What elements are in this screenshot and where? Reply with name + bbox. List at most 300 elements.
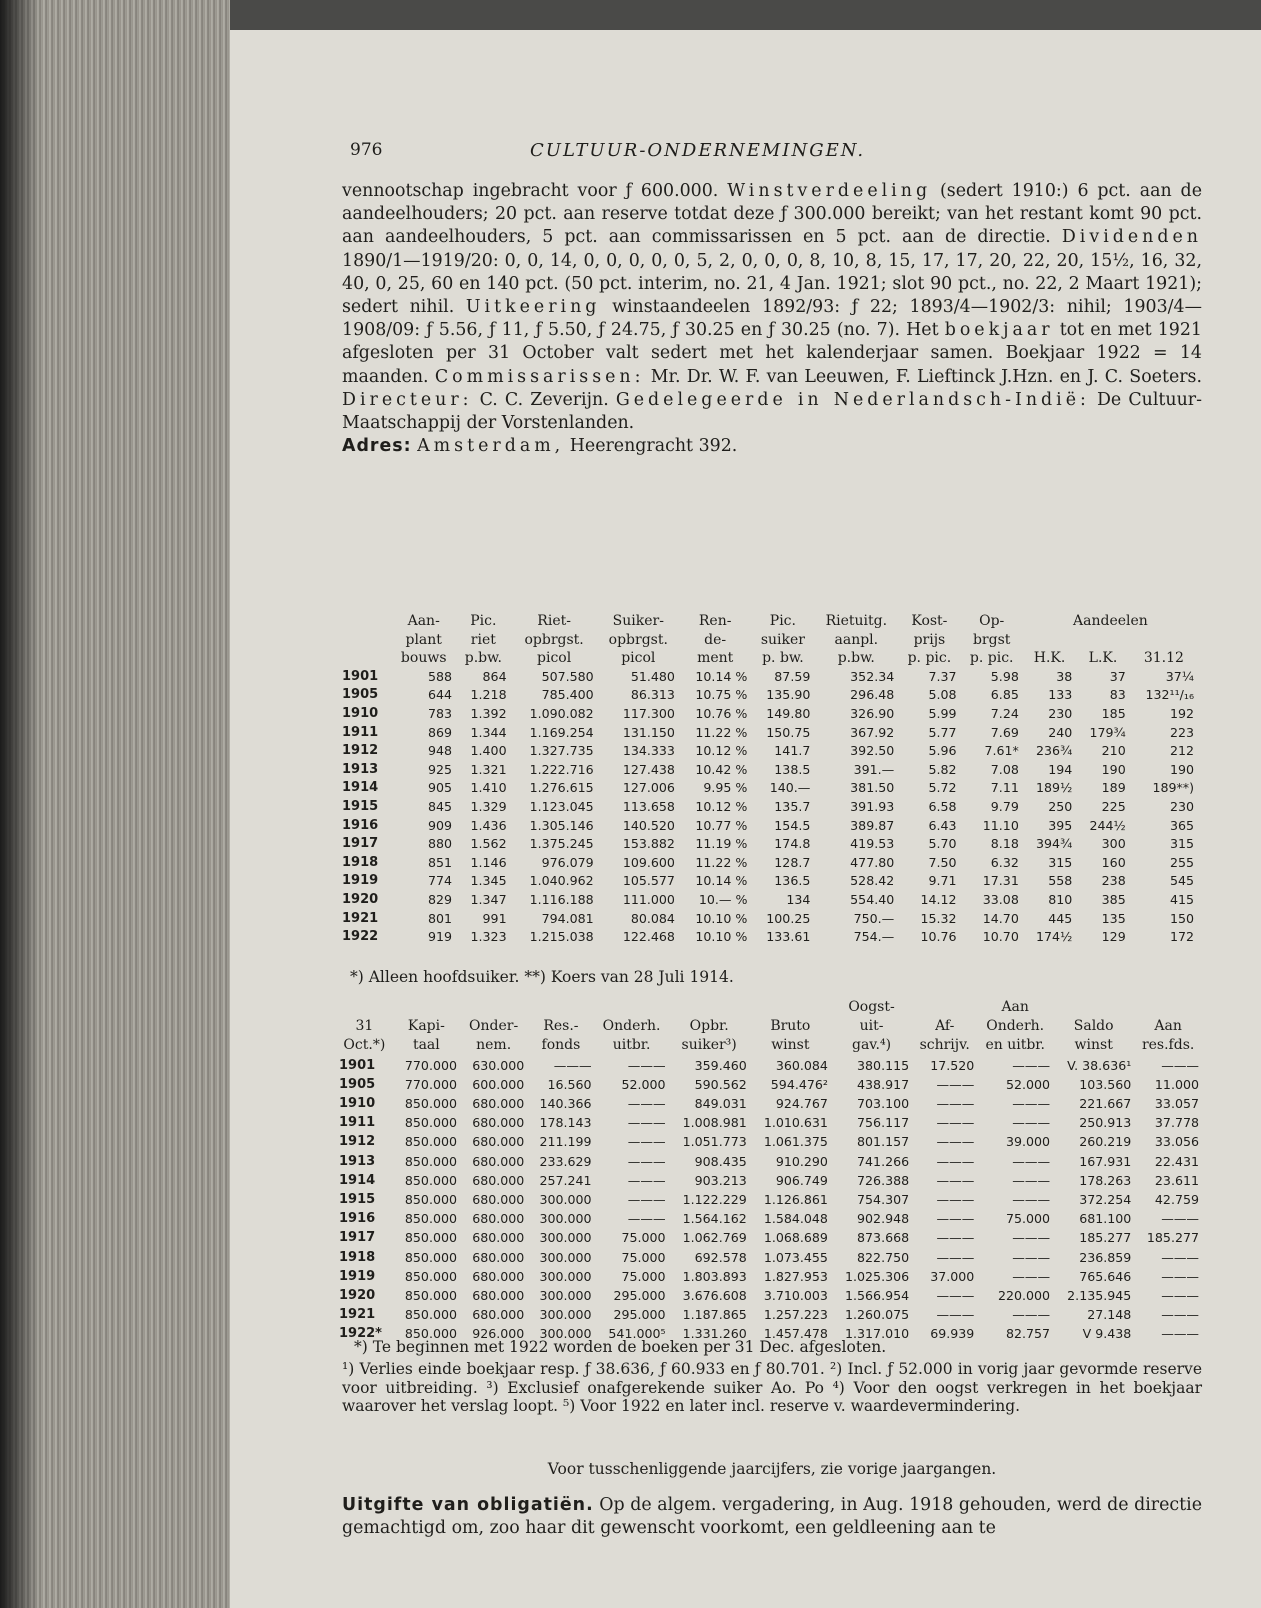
table-cell: 1.122.229 — [682, 1192, 747, 1208]
table-cell: 680.000 — [472, 1115, 525, 1131]
table-cell: 381.50 — [850, 780, 895, 796]
table-cell: V. 38.636¹ — [1067, 1057, 1132, 1073]
table-cell: ——— — [936, 1230, 975, 1246]
table-cell: 850.000 — [404, 1153, 457, 1169]
table-cell: 1.040.962 — [529, 873, 594, 889]
row-year: 1922* — [339, 1326, 382, 1342]
table-cell: 680.000 — [472, 1096, 525, 1112]
table-cell: 352.34 — [850, 668, 895, 684]
running-title: CULTUUR-ONDERNEMINGEN. — [530, 140, 866, 161]
table-cell: 919 — [428, 929, 453, 945]
table-header-row: bouws p.bw. picol picol ment p. bw. p.bw. p. pic. p. pic. H.K. L.K. 31.12 — [400, 650, 1184, 667]
table-cell: 244½ — [1089, 817, 1126, 833]
table-cell: 153.882 — [622, 836, 675, 852]
table-cell: 600.000 — [472, 1076, 525, 1092]
table-cell: 185.277 — [1079, 1230, 1132, 1246]
table-cell: 908.435 — [694, 1153, 747, 1169]
row-year: 1922 — [342, 929, 379, 945]
table-cell: 864 — [482, 668, 507, 684]
table-cell: 255 — [1169, 854, 1194, 870]
table-cell: 1.803.893 — [682, 1268, 747, 1284]
table-cell: 372.254 — [1079, 1192, 1132, 1208]
table-cell: 903.213 — [694, 1172, 747, 1188]
table-cell: 10.— % — [698, 891, 748, 907]
table-cell: 10.12 % — [695, 798, 748, 814]
table-cell: 75.000 — [621, 1230, 666, 1246]
table-cell: 869 — [428, 724, 453, 740]
row-year: 1921 — [339, 1307, 376, 1323]
table-cell: 10.42 % — [695, 761, 748, 777]
table-row — [338, 742, 1198, 761]
table-cell: 5.99 — [928, 705, 957, 721]
financial-table-body — [336, 1056, 1202, 1344]
table-cell: 174½ — [1036, 929, 1073, 945]
table-row — [338, 686, 1198, 705]
table-cell: 845 — [428, 798, 453, 814]
table-cell: 680.000 — [472, 1211, 525, 1227]
table-cell: 948 — [428, 743, 453, 759]
table-cell: 558 — [1048, 873, 1073, 889]
table-cell: 1.305.146 — [529, 817, 594, 833]
table-cell: 7.11 — [990, 780, 1019, 796]
table-row — [338, 891, 1198, 910]
table-cell: ——— — [1161, 1326, 1199, 1342]
table-cell: 10.76 % — [695, 705, 748, 721]
table-cell: 11.10 — [982, 817, 1019, 833]
table-cell: 10.10 % — [695, 910, 748, 926]
table-cell: ——— — [1161, 1307, 1199, 1323]
table-cell: 1.827.953 — [763, 1268, 828, 1284]
table-cell: 774 — [428, 873, 453, 889]
table-cell: ——— — [936, 1307, 975, 1323]
table-cell: 190 — [1101, 761, 1126, 777]
table-cell: 680.000 — [472, 1192, 525, 1208]
table-cell: 850.000 — [404, 1230, 457, 1246]
table-row — [336, 1267, 1202, 1286]
table-row — [338, 724, 1198, 743]
table-row — [336, 1094, 1202, 1113]
table-cell: 1.392 — [470, 705, 507, 721]
table-cell: 785.400 — [541, 687, 594, 703]
table-cell: 750.— — [853, 910, 895, 926]
table-cell: 1.323 — [470, 929, 507, 945]
adres-city: Amsterdam, — [417, 436, 565, 457]
table-cell: 3.676.608 — [682, 1288, 747, 1304]
production-table — [338, 612, 1198, 947]
table-cell: 594.476² — [770, 1076, 828, 1092]
table-cell: 51.480 — [630, 668, 675, 684]
table-cell: 189½ — [1036, 780, 1073, 796]
table-cell: 133 — [1048, 687, 1073, 703]
table-cell: ——— — [936, 1134, 975, 1150]
table-cell: 37.778 — [1154, 1115, 1199, 1131]
table-cell: ——— — [1161, 1249, 1199, 1265]
table-cell: V 9.438 — [1082, 1326, 1132, 1342]
table-cell: ——— — [1012, 1057, 1051, 1073]
table-cell: 295.000 — [613, 1307, 666, 1323]
table-cell: 42.759 — [1154, 1192, 1199, 1208]
table-cell: 300.000 — [539, 1268, 592, 1284]
table-cell: 16.560 — [547, 1076, 592, 1092]
table-cell: 105.577 — [622, 873, 675, 889]
table-cell: 189 — [1101, 780, 1126, 796]
table-cell: 300.000 — [539, 1192, 592, 1208]
table-cell: 111.000 — [622, 891, 675, 907]
table-cell: ——— — [1161, 1288, 1199, 1304]
body-paragraph: vennootschap ingebracht voor ƒ 600.000. Winstverdeeling (sedert 1910:) 6 pct. aan de aandeelhouders; 20 pct. aan reserve totdat deze ƒ 300.000 bereikt; van het restant komt 90 pct. aan aandeelhouders, 5 pct. aan commissarissen en 5 pct. aan de directie. Dividenden 1890/1—1919/20: 0, 0, 14, 0, 0, 0, 0, 0, 5, 2, 0, 0, 0, 8, 10, 8, 15, 17, 17, 20, 22, 20, 15½, 16, 32, 40, 0, 25, 60 en 140 pct. (50 pct. interim, no. 21, 4 Jan. 1921; slot 90 pct., no. 22, 2 Maart 1921); sedert nihil. Uitkeering winstaandeelen 1892/93: ƒ 22; 1893/4—1902/3: nihil; 1903/4—1908/09: ƒ 5.56, ƒ 11, ƒ 5.50, ƒ 24.75, ƒ 30.25 en ƒ 30.25 (no. 7). Het boekjaar tot en met 1921 afgesloten per 31 October valt sedert met het kalenderjaar samen. Boekjaar 1922 = 14 maanden. Commissarissen: Mr. Dr. W. F. van Leeuwen, F. Lieftinck J.Hzn. en J. C. Soeters. Directeur: C. C. Zeverijn. Gedelegeerde in Nederlandsch-Indië: De Cultuur-Maatschappij der Vorstenlanden. Adres: Amsterdam, Heerengracht 392. — [342, 181, 1203, 457]
book-page — [230, 30, 1261, 1608]
table-cell: 326.90 — [850, 705, 895, 721]
table-cell: 178.263 — [1079, 1172, 1132, 1188]
term-dividenden: Dividenden — [1061, 227, 1202, 248]
intermediate-years-note: Voor tusschenliggende jaarcijfers, zie vorige jaargangen. — [547, 1460, 997, 1478]
table-cell: 86.313 — [630, 687, 675, 703]
table-cell: 850.000 — [404, 1134, 457, 1150]
table-cell: 1.344 — [470, 724, 507, 740]
adres-street: Heerengracht 392. — [569, 436, 738, 457]
table-cell: ——— — [1161, 1057, 1199, 1073]
table-cell: 300.000 — [539, 1326, 592, 1342]
table-cell: 783 — [428, 705, 453, 721]
table-cell: 1.187.865 — [682, 1307, 747, 1323]
table-cell: 1.123.045 — [529, 798, 594, 814]
table-cell: 7.69 — [990, 724, 1019, 740]
row-year: 1915 — [339, 1192, 376, 1208]
table-cell: 136.5 — [774, 873, 811, 889]
table-cell: 545 — [1169, 873, 1194, 889]
table-row — [338, 817, 1198, 836]
table-cell: 192 — [1169, 705, 1194, 721]
table-cell: 385 — [1101, 891, 1126, 907]
table-cell: 33.056 — [1154, 1134, 1199, 1150]
table-cell: 212 — [1169, 743, 1194, 759]
table-cell: ——— — [627, 1096, 666, 1112]
table-cell: 39.000 — [1006, 1134, 1051, 1150]
table-cell: 75.000 — [621, 1249, 666, 1265]
table-cell: 179¾ — [1089, 724, 1126, 740]
table-cell: 8.18 — [990, 836, 1019, 852]
table-cell: 133.61 — [766, 929, 811, 945]
table-cell: 10.14 % — [695, 668, 748, 684]
table-cell: ——— — [1012, 1192, 1051, 1208]
table-cell: 1.457.478 — [763, 1326, 828, 1342]
table-cell: 103.560 — [1079, 1076, 1132, 1092]
table-cell: 810 — [1048, 891, 1073, 907]
table-cell: 902.948 — [857, 1211, 910, 1227]
table-cell: 680.000 — [472, 1172, 525, 1188]
table-cell: 1.126.861 — [763, 1192, 828, 1208]
table-cell: 135.7 — [774, 798, 811, 814]
table-cell: 926.000 — [472, 1326, 525, 1342]
term-uitkeering: Uitkeering — [465, 297, 601, 318]
row-year: 1905 — [339, 1076, 376, 1092]
table-cell: 6.58 — [928, 798, 957, 814]
table-cell: 1.317.010 — [845, 1326, 910, 1342]
production-table-body — [338, 668, 1198, 947]
table-header-row: Oogst- Aan — [848, 999, 1029, 1015]
table-cell: 109.600 — [622, 854, 675, 870]
table-cell: ——— — [627, 1172, 666, 1188]
table-cell: 300.000 — [539, 1211, 592, 1227]
table-cell: 27.148 — [1087, 1307, 1132, 1323]
table-cell: 233.629 — [539, 1153, 592, 1169]
table-cell: 11.22 % — [695, 854, 748, 870]
table-cell: 703.100 — [857, 1096, 910, 1112]
table-cell: 172 — [1169, 929, 1194, 945]
table-cell: 925 — [428, 761, 453, 777]
row-year: 1915 — [342, 798, 379, 814]
table2-footnote: *) Te beginnen met 1922 worden de boeken per 31 Dec. afgesloten. — [354, 1338, 887, 1356]
table-cell: 132¹¹/₁₆ — [1145, 687, 1194, 703]
table-cell: ——— — [936, 1115, 975, 1131]
table-cell: 240 — [1048, 724, 1073, 740]
table-cell: 680.000 — [472, 1268, 525, 1284]
row-year: 1919 — [342, 873, 379, 889]
table-cell: 127.006 — [622, 780, 675, 796]
table-cell: 141.7 — [774, 743, 811, 759]
row-year: 1910 — [342, 705, 379, 721]
table-cell: 140.366 — [539, 1096, 592, 1112]
table-cell: 1.061.375 — [763, 1134, 828, 1150]
table-cell: 10.77 % — [695, 817, 748, 833]
table-cell: 850.000 — [404, 1307, 457, 1323]
table-cell: ——— — [1012, 1230, 1051, 1246]
table-cell: 1.400 — [470, 743, 507, 759]
table-cell: 445 — [1048, 910, 1073, 926]
table-cell: ——— — [936, 1076, 975, 1092]
table-cell: 10.10 % — [695, 929, 748, 945]
table-cell: 359.460 — [694, 1057, 747, 1073]
table-cell: ——— — [936, 1249, 975, 1265]
table-cell: 360.084 — [775, 1057, 828, 1073]
table-cell: 850.000 — [404, 1326, 457, 1342]
table-cell: 906.749 — [775, 1172, 828, 1188]
table-cell: 590.562 — [694, 1076, 747, 1092]
table-cell: 850.000 — [404, 1192, 457, 1208]
table-cell: 6.43 — [928, 817, 957, 833]
table-cell: 1.584.048 — [763, 1211, 828, 1227]
table-cell: 477.80 — [850, 854, 895, 870]
table-cell: 850.000 — [404, 1268, 457, 1284]
table-cell: 185.277 — [1146, 1230, 1199, 1246]
table-cell: 1.566.954 — [845, 1288, 910, 1304]
table-cell: 1.276.615 — [529, 780, 594, 796]
table-cell: 680.000 — [472, 1134, 525, 1150]
table-cell: 52.000 — [621, 1076, 666, 1092]
table-row — [338, 798, 1198, 817]
table-cell: 250 — [1048, 798, 1073, 814]
page-header — [350, 134, 1170, 170]
table-cell: 131.150 — [622, 724, 675, 740]
table-cell: 250.913 — [1079, 1115, 1132, 1131]
table-cell: 150.75 — [766, 724, 811, 740]
table-cell: 220.000 — [997, 1288, 1051, 1304]
table-cell: 1.436 — [470, 817, 507, 833]
table-header-row: Oct.*) taal nem. fonds uitbr. suiker³) winst gav.⁴) schrijv. en uitbr. winst res.fds. — [343, 1037, 1195, 1054]
table-cell: 52.000 — [1006, 1076, 1051, 1092]
table-cell: ——— — [1161, 1268, 1199, 1284]
row-year: 1901 — [339, 1057, 376, 1073]
table-cell: 541.000⁵ — [608, 1326, 666, 1342]
table-cell: ——— — [1012, 1115, 1051, 1131]
table-cell: ——— — [627, 1192, 666, 1208]
table-cell: 134.333 — [622, 743, 675, 759]
table-cell: 392.50 — [850, 743, 895, 759]
table-cell: 680.000 — [472, 1153, 525, 1169]
table-cell: 140.520 — [622, 817, 675, 833]
table-cell: 850.000 — [404, 1211, 457, 1227]
bond-issue-paragraph — [342, 1494, 1202, 1540]
row-year: 1916 — [339, 1211, 376, 1227]
table-cell: 11.22 % — [695, 724, 748, 740]
table-cell: 1.008.981 — [682, 1115, 747, 1131]
row-year: 1911 — [342, 724, 379, 740]
table-cell: 1.345 — [470, 873, 507, 889]
table-cell: 134 — [786, 891, 811, 907]
term-gedelegeerde: Gedelegeerde in Nederlandsch-Indië: — [615, 389, 1090, 410]
financial-table — [336, 998, 1202, 1344]
table-cell: 138.5 — [774, 761, 811, 777]
table-cell: 22.431 — [1154, 1153, 1199, 1169]
table-cell: 194 — [1048, 761, 1073, 777]
table-cell: 300.000 — [539, 1288, 592, 1304]
table-cell: 5.82 — [928, 761, 957, 777]
table-cell: 880 — [428, 836, 453, 852]
table-cell: 315 — [1048, 854, 1073, 870]
row-year: 1910 — [339, 1096, 376, 1112]
table-cell: ——— — [1161, 1211, 1199, 1227]
table-cell: 822.750 — [857, 1249, 910, 1265]
table-cell: 211.199 — [539, 1134, 592, 1150]
table-cell: 5.72 — [928, 780, 957, 796]
table-cell: 10.75 % — [695, 687, 748, 703]
table-cell: 300.000 — [539, 1230, 592, 1246]
table-cell: 223 — [1169, 724, 1194, 740]
table-cell: 741.266 — [857, 1153, 910, 1169]
row-year: 1918 — [339, 1249, 376, 1265]
table-cell: 391.— — [853, 761, 895, 777]
table-row — [338, 835, 1198, 854]
table-cell: 167.931 — [1079, 1153, 1132, 1169]
table-cell: 1.218 — [470, 687, 507, 703]
table-cell: 185 — [1101, 705, 1126, 721]
table-cell: 295.000 — [613, 1288, 666, 1304]
table-cell: 528.42 — [850, 873, 895, 889]
table-cell: 1.062.769 — [682, 1230, 747, 1246]
table-cell: 851 — [428, 854, 453, 870]
term-winstverdeeling: Winstverdeeling — [727, 181, 932, 201]
table-cell: 210 — [1101, 743, 1126, 759]
row-year: 1920 — [342, 891, 379, 907]
table-cell: 6.85 — [990, 687, 1019, 703]
table-cell: 190 — [1169, 761, 1194, 777]
table-cell: 924.767 — [775, 1096, 828, 1112]
table-cell: 1.068.689 — [763, 1230, 828, 1246]
table-cell: 365 — [1169, 817, 1194, 833]
table-cell: 507.580 — [541, 668, 594, 684]
table-cell: 419.53 — [850, 836, 895, 852]
table-row — [336, 1248, 1202, 1267]
table-row — [336, 1171, 1202, 1190]
table-cell: 7.37 — [928, 668, 957, 684]
row-year: 1912 — [339, 1134, 376, 1150]
table-row — [336, 1132, 1202, 1151]
table-cell: 394¾ — [1036, 836, 1073, 852]
table-cell: 15.32 — [920, 910, 957, 926]
table-cell: 1.564.162 — [682, 1211, 747, 1227]
table-cell: 128.7 — [774, 854, 811, 870]
row-year: 1914 — [342, 780, 379, 796]
table-header-row: Aan- Pic. Riet- Suiker- Ren- Pic. Rietuitg. Kost- Op- Aandeelen — [407, 613, 1148, 629]
table-cell: 14.70 — [982, 910, 1019, 926]
table-cell: 1.215.038 — [529, 929, 594, 945]
table-cell: 726.388 — [857, 1172, 910, 1188]
table-cell: ——— — [1012, 1153, 1051, 1169]
table-cell: 87.59 — [774, 668, 811, 684]
table1-footnote: *) Alleen hoofdsuiker. **) Koers van 28 Juli 1914. — [350, 968, 734, 986]
row-year: 1914 — [339, 1172, 376, 1188]
table-cell: 770.000 — [404, 1057, 457, 1073]
table-row — [336, 1286, 1202, 1305]
table-cell: ——— — [1012, 1307, 1051, 1323]
table-cell: 260.219 — [1079, 1134, 1132, 1150]
table-cell: 75.000 — [1006, 1211, 1051, 1227]
table-cell: 380.115 — [857, 1057, 910, 1073]
table-cell: 225 — [1101, 798, 1126, 814]
table-row — [338, 928, 1198, 947]
row-year: 1919 — [339, 1268, 376, 1284]
table-cell: 10.76 — [920, 929, 957, 945]
table-row — [338, 761, 1198, 780]
table-cell: 33.08 — [982, 891, 1019, 907]
bond-issue-label: Uitgifte van obligatiën. — [342, 1495, 594, 1515]
table-cell: 1.331.260 — [682, 1326, 747, 1342]
row-year: 1917 — [339, 1230, 376, 1246]
table-cell: 395 — [1048, 817, 1073, 833]
row-year: 1905 — [342, 687, 379, 703]
table-cell: 33.057 — [1154, 1096, 1199, 1112]
table-cell: 850.000 — [404, 1249, 457, 1265]
table-cell: 160 — [1101, 854, 1126, 870]
table-cell: ——— — [936, 1153, 975, 1169]
table-cell: 23.611 — [1154, 1172, 1199, 1188]
table-cell: 850.000 — [404, 1288, 457, 1304]
adres-label: Adres: — [342, 436, 412, 457]
table-cell: 1.562 — [470, 836, 507, 852]
table-cell: 315 — [1169, 836, 1194, 852]
table-row — [338, 910, 1198, 929]
table-cell: 178.143 — [539, 1115, 592, 1131]
table-cell: 680.000 — [472, 1249, 525, 1265]
table-cell: 910.290 — [775, 1153, 828, 1169]
table-cell: 873.668 — [857, 1230, 910, 1246]
table-cell: 100.25 — [766, 910, 811, 926]
table-cell: 765.646 — [1079, 1268, 1132, 1284]
table-cell: ——— — [627, 1211, 666, 1227]
table-cell: 37 — [1109, 668, 1126, 684]
row-year: 1911 — [339, 1115, 376, 1131]
table-cell: 230 — [1169, 798, 1194, 814]
footnotes: ¹) Verlies einde boekjaar resp. ƒ 38.636, ƒ 60.933 en ƒ 80.701. ²) Incl. ƒ 52.000 in vorig jaar gevormde reserve voor uitbreiding. ³) Exclusief onafgerekende suiker Ao. Po ⁴) Voor den oogst verkregen in het boekjaar waarover het verslag loopt. ⁵) Voor 1922 en later incl. reserve v. waardevermindering. — [342, 1360, 1202, 1416]
table-cell: 300 — [1101, 836, 1126, 852]
term-boekjaar: boekjaar — [944, 320, 1054, 341]
table-cell: 2.135.945 — [1067, 1288, 1132, 1304]
table-cell: 680.000 — [472, 1288, 525, 1304]
table-cell: ——— — [936, 1211, 975, 1227]
table-cell: 10.70 — [982, 929, 1019, 945]
table-cell: 756.117 — [857, 1115, 910, 1131]
table-cell: ——— — [1012, 1268, 1051, 1284]
